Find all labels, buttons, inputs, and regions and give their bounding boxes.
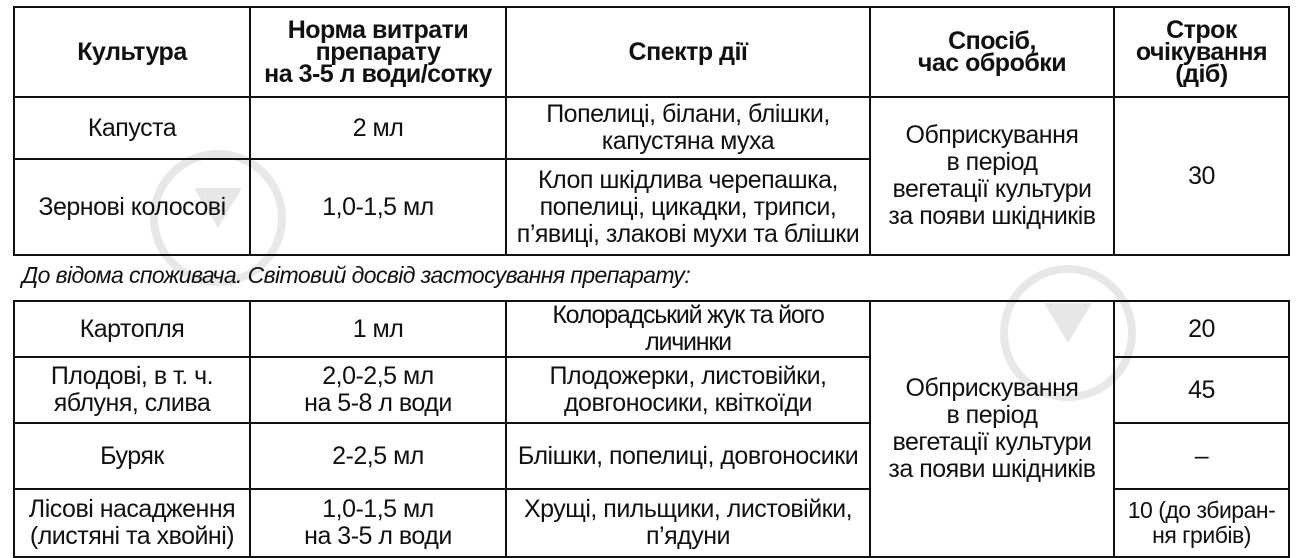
header-row	[14, 7, 1289, 97]
wait-value: 30	[1188, 161, 1215, 190]
rate-cell	[250, 357, 506, 423]
header-rate	[250, 7, 506, 97]
method-line: в період	[946, 401, 1038, 429]
header-spectrum-label: Спектр дії	[628, 38, 748, 66]
consumer-note: До відома споживача. Світовий досвід застосування препарату:	[22, 262, 691, 288]
culture-label: Картопля	[79, 314, 185, 343]
culture-cell	[14, 423, 250, 489]
wait-line: 10 (до збиран-	[1127, 497, 1276, 523]
culture-cell	[14, 159, 250, 255]
spectrum-cell	[506, 159, 870, 255]
spectrum-line: Хрущі, пильщики, листовійки,	[523, 495, 853, 523]
method-line: вегетації культури	[892, 175, 1092, 203]
header-culture	[14, 7, 250, 97]
method-cell	[870, 301, 1114, 557]
spectrum-cell	[506, 97, 870, 159]
method-line: Обприскування	[905, 374, 1079, 402]
header-rate-line: препарату	[315, 38, 441, 66]
wait-cell	[1114, 301, 1289, 357]
method-line: за появи шкідників	[888, 455, 1096, 483]
rate-line: на 3-5 л води	[304, 522, 452, 550]
rate-cell	[250, 489, 506, 557]
spectrum-cell	[506, 489, 870, 557]
header-wait	[1114, 7, 1289, 97]
rate-line: на 5-8 л води	[304, 389, 452, 417]
rate-value: 1,0-1,5 мл	[322, 192, 434, 221]
rate-cell	[250, 159, 506, 255]
header-method-line: Спосіб,	[948, 27, 1036, 55]
wait-cell	[1114, 357, 1289, 423]
culture-cell	[14, 489, 250, 557]
wait-value: 45	[1188, 375, 1215, 404]
spectrum-line: Клоп шкідлива черепашка,	[538, 165, 838, 194]
culture-cell	[14, 97, 250, 159]
rate-value: 2 мл	[352, 113, 404, 142]
spectrum-line: Колорадський жук та його личинки	[552, 301, 824, 356]
header-wait-line: (діб)	[1175, 60, 1228, 88]
header-spectrum	[506, 7, 870, 97]
culture-line: Плодові, в т. ч.	[50, 362, 214, 390]
method-line: в період	[946, 148, 1038, 176]
spectrum-line: капустяна муха	[601, 127, 775, 155]
spectrum-cell	[506, 423, 870, 489]
method-cell	[870, 97, 1114, 255]
culture-label: Зернові колосові	[38, 192, 226, 221]
method-line: Обприскування	[905, 121, 1079, 149]
culture-line: яблуня, слива	[53, 389, 211, 417]
header-wait-line: Строк	[1166, 16, 1237, 44]
rate-line: 2,0-2,5 мл	[322, 362, 434, 390]
culture-line: Лісові насадження	[28, 495, 236, 523]
wait-line: ня грибів)	[1152, 522, 1251, 548]
wait-cell	[1114, 423, 1289, 489]
header-method	[870, 7, 1114, 97]
dosage-table-world-experience	[13, 300, 1290, 558]
method-line: за появи шкідників	[888, 202, 1096, 230]
spectrum-cell	[506, 301, 870, 357]
rate-cell	[250, 97, 506, 159]
culture-line: (листяні та хвойні)	[29, 522, 235, 550]
spectrum-line: довгоносики, квіткоїди	[563, 389, 813, 417]
spectrum-line: Плодожерки, листовійки,	[549, 362, 827, 390]
spectrum-line: Попелиці, білани, блішки,	[546, 100, 830, 128]
rate-line: 1,0-1,5 мл	[322, 495, 434, 523]
spectrum-line: попелиці, цикадки, трипси,	[539, 192, 837, 221]
header-rate-line: Норма витрати	[287, 16, 469, 44]
table-row	[14, 97, 1289, 159]
header-culture-label: Культура	[77, 38, 187, 66]
spectrum-line: п’ядуни	[646, 522, 730, 550]
rate-cell	[250, 301, 506, 357]
wait-cell	[1114, 97, 1289, 255]
wait-value: –	[1194, 441, 1209, 470]
culture-cell	[14, 357, 250, 423]
culture-cell	[14, 301, 250, 357]
spectrum-line: п’явиці, злакові мухи та блішки	[516, 219, 860, 248]
table-row	[14, 301, 1289, 357]
wait-value: 20	[1188, 314, 1215, 343]
culture-label: Буряк	[100, 441, 164, 470]
spectrum-cell	[506, 357, 870, 423]
rate-cell	[250, 423, 506, 489]
header-method-line: час обробки	[917, 49, 1067, 77]
header-rate-line: на 3-5 л води/сотку	[264, 60, 492, 88]
header-wait-line: очікування	[1135, 38, 1268, 66]
culture-label: Капуста	[87, 113, 177, 142]
spectrum-line: Блішки, попелиці, довгоносики	[517, 441, 859, 470]
rate-value: 2-2,5 мл	[332, 441, 424, 470]
wait-cell	[1114, 489, 1289, 557]
dosage-table-main	[13, 6, 1290, 256]
method-line: вегетації культури	[892, 428, 1092, 456]
rate-value: 1 мл	[352, 314, 404, 343]
